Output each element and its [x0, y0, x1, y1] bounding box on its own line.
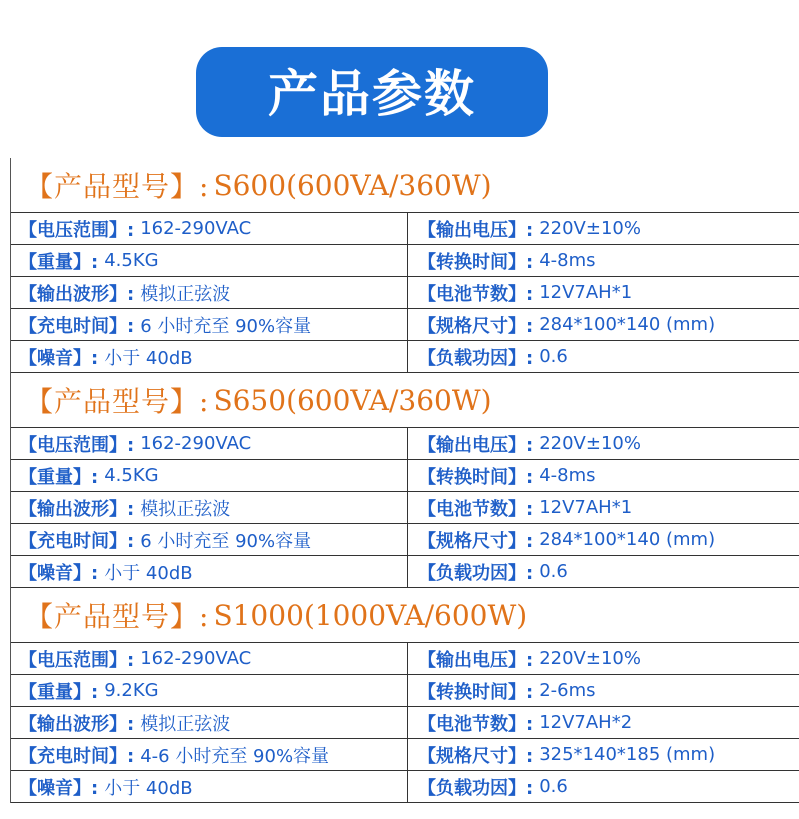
spec-label: 【转换时间】: — [418, 681, 534, 703]
model-section — [10, 158, 799, 373]
spec-label: 【转换时间】: — [418, 466, 534, 488]
spec-value: 模拟正弦波 — [140, 498, 231, 520]
spec-value: 0.6 — [539, 776, 568, 797]
spec-cell — [11, 341, 408, 372]
table-row — [11, 213, 799, 245]
table-row — [11, 460, 799, 492]
model-key: 【产品型号】: — [25, 170, 210, 203]
spec-label: 【输出波形】: — [19, 713, 135, 735]
spec-cell — [408, 707, 799, 738]
spec-table — [11, 427, 799, 588]
spec-value: 162-290VAC — [140, 218, 252, 239]
spec-cell — [408, 675, 799, 706]
model-key: 【产品型号】: — [25, 385, 210, 418]
spec-cell — [11, 460, 408, 491]
table-row — [11, 309, 799, 341]
spec-label: 【重量】: — [19, 251, 99, 273]
table-row — [11, 341, 799, 373]
model-section — [10, 588, 799, 803]
spec-cell — [408, 213, 799, 244]
spec-label: 【输出波形】: — [19, 283, 135, 305]
spec-value: 284*100*140 (mm) — [539, 529, 716, 550]
table-row — [11, 428, 799, 460]
table-row — [11, 675, 799, 707]
spec-label: 【规格尺寸】: — [418, 530, 534, 552]
spec-cell — [408, 771, 799, 802]
spec-label: 【规格尺寸】: — [418, 315, 534, 337]
spec-label: 【噪音】: — [19, 562, 99, 584]
model-heading — [11, 373, 799, 427]
spec-value: 12V7AH*1 — [539, 497, 633, 518]
table-row — [11, 492, 799, 524]
spec-label: 【充电时间】: — [19, 530, 135, 552]
spec-label: 【噪音】: — [19, 347, 99, 369]
spec-value: 小于 40dB — [104, 562, 193, 584]
spec-label: 【电压范围】: — [19, 219, 135, 241]
spec-value: 6 小时充至 90%容量 — [140, 530, 312, 552]
spec-value: 0.6 — [539, 561, 568, 582]
model-heading — [11, 588, 799, 642]
spec-cell — [11, 675, 408, 706]
table-row — [11, 643, 799, 675]
spec-label: 【电池节数】: — [418, 498, 534, 520]
spec-label: 【转换时间】: — [418, 251, 534, 273]
model-value: S600(600VA/360W) — [213, 168, 492, 202]
spec-value: 4-8ms — [539, 465, 596, 486]
spec-value: 4.5KG — [104, 250, 159, 271]
model-key: 【产品型号】: — [25, 600, 210, 633]
table-row — [11, 524, 799, 556]
spec-cell — [408, 245, 799, 276]
model-heading — [11, 158, 799, 212]
spec-cell — [408, 428, 799, 459]
spec-value: 2-6ms — [539, 680, 596, 701]
spec-value: 模拟正弦波 — [140, 713, 231, 735]
spec-value: 162-290VAC — [140, 433, 252, 454]
spec-value: 9.2KG — [104, 680, 159, 701]
spec-label: 【噪音】: — [19, 777, 99, 799]
table-row — [11, 556, 799, 588]
table-row — [11, 277, 799, 309]
model-value: S650(600VA/360W) — [213, 383, 492, 417]
spec-value: 小于 40dB — [104, 777, 193, 799]
spec-value: 12V7AH*2 — [539, 712, 633, 733]
spec-value: 284*100*140 (mm) — [539, 314, 716, 335]
spec-sheet — [10, 158, 799, 803]
spec-label: 【负载功因】: — [418, 777, 534, 799]
spec-table — [11, 212, 799, 373]
spec-cell — [11, 245, 408, 276]
model-section — [10, 373, 799, 588]
spec-label: 【负载功因】: — [418, 347, 534, 369]
spec-value: 4-6 小时充至 90%容量 — [140, 745, 330, 767]
spec-label: 【重量】: — [19, 681, 99, 703]
spec-cell — [11, 771, 408, 802]
spec-label: 【输出电压】: — [418, 219, 534, 241]
spec-value: 模拟正弦波 — [140, 283, 231, 305]
spec-value: 0.6 — [539, 346, 568, 367]
spec-label: 【充电时间】: — [19, 315, 135, 337]
spec-label: 【电压范围】: — [19, 649, 135, 671]
spec-value: 325*140*185 (mm) — [539, 744, 716, 765]
spec-value: 小于 40dB — [104, 347, 193, 369]
table-row — [11, 739, 799, 771]
spec-value: 12V7AH*1 — [539, 282, 633, 303]
model-value: S1000(1000VA/600W) — [213, 598, 528, 632]
page-title-badge — [196, 47, 548, 137]
spec-cell — [408, 309, 799, 340]
spec-cell — [11, 707, 408, 738]
spec-label: 【负载功因】: — [418, 562, 534, 584]
spec-cell — [11, 556, 408, 587]
spec-value: 4-8ms — [539, 250, 596, 271]
spec-cell — [408, 524, 799, 555]
spec-table — [11, 642, 799, 803]
spec-cell — [11, 524, 408, 555]
spec-label: 【重量】: — [19, 466, 99, 488]
spec-value: 220V±10% — [539, 433, 641, 454]
spec-value: 4.5KG — [104, 465, 159, 486]
spec-label: 【电池节数】: — [418, 713, 534, 735]
spec-cell — [408, 556, 799, 587]
spec-cell — [408, 341, 799, 372]
spec-cell — [11, 492, 408, 523]
spec-cell — [408, 492, 799, 523]
spec-cell — [11, 277, 408, 308]
spec-cell — [408, 643, 799, 674]
spec-label: 【输出电压】: — [418, 649, 534, 671]
spec-cell — [11, 739, 408, 770]
spec-cell — [408, 739, 799, 770]
spec-cell — [11, 309, 408, 340]
spec-label: 【电池节数】: — [418, 283, 534, 305]
spec-label: 【输出波形】: — [19, 498, 135, 520]
table-row — [11, 771, 799, 803]
spec-value: 220V±10% — [539, 648, 641, 669]
spec-cell — [408, 460, 799, 491]
spec-value: 220V±10% — [539, 218, 641, 239]
spec-value: 162-290VAC — [140, 648, 252, 669]
spec-cell — [11, 213, 408, 244]
spec-cell — [11, 428, 408, 459]
table-row — [11, 245, 799, 277]
page-title: 产品参数 — [268, 65, 476, 123]
table-row — [11, 707, 799, 739]
spec-label: 【输出电压】: — [418, 434, 534, 456]
spec-label: 【规格尺寸】: — [418, 745, 534, 767]
spec-label: 【充电时间】: — [19, 745, 135, 767]
spec-label: 【电压范围】: — [19, 434, 135, 456]
spec-value: 6 小时充至 90%容量 — [140, 315, 312, 337]
spec-cell — [11, 643, 408, 674]
spec-cell — [408, 277, 799, 308]
